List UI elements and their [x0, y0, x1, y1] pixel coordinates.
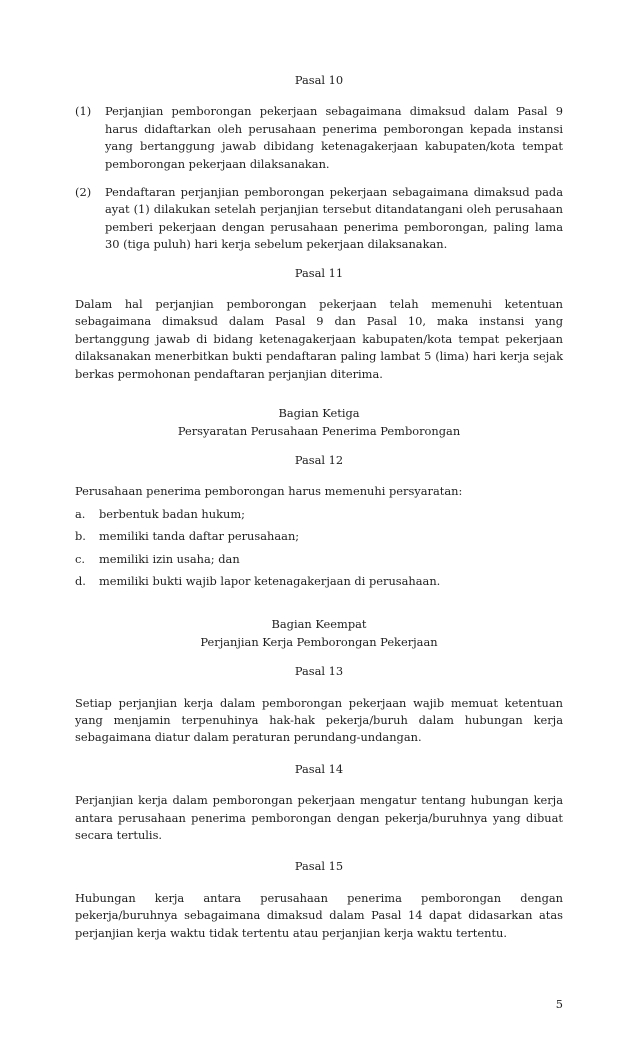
page-number: 5	[555, 997, 563, 1011]
pasal-11-title: Pasal 11	[294, 265, 344, 280]
bagian-keempat-subtitle: Perjanjian Kerja Pemborongan Pekerjaan	[200, 634, 438, 649]
pasal-11-text: Dalam hal perjanjian pemborongan pekerjaan telah memenuhi ketentuan sebagaimana dimaksud dalam Pasal 9 dan Pasal 10, maka instansi yang bertanggung jawab di bidang ketenagakerjaan kabupaten/kota tempat pekerjaan dilaksanakan menerbitkan bukti pendaftaran paling lambat 5 (lima) hari kerja sejak berkas permohonan pendaftaran perjanjian diterima.	[75, 297, 563, 381]
pasal-13-title: Pasal 13	[294, 664, 344, 679]
pasal-14-title: Pasal 14	[294, 761, 344, 776]
pasal-13-text: Setiap perjanjian kerja dalam pemborongan pekerjaan wajib memuat ketentuan yang menjamin terpenuhinya hak-hak pekerja/buruh dalam hubungan kerja sebagaimana diatur dalam peraturan perundang-undangan.	[75, 695, 563, 745]
pasal-15-text: Hubungan kerja antara perusahaan penerima pemborongan dengan pekerja/buruhnya sebagaimana dimaksud dalam Pasal 14 dapat didasarkan atas perjanjian kerja waktu tidak tertentu atau perjanjian kerja waktu tertentu.	[75, 890, 563, 940]
list-text: berbentuk badan hukum;	[99, 506, 245, 521]
bagian-ketiga-subtitle: Persyaratan Perusahaan Penerima Pemborongan	[177, 423, 461, 438]
document-body	[75, 72, 563, 953]
list-text: memiliki izin usaha; dan	[99, 551, 240, 566]
ayat-number: (2)	[75, 185, 92, 200]
pasal-10-title: Pasal 10	[294, 73, 344, 87]
list-marker: b.	[75, 529, 86, 544]
pasal-10-ayat-1	[75, 103, 563, 173]
list-marker: d.	[75, 573, 86, 588]
bagian-keempat-title: Bagian Keempat	[271, 617, 367, 632]
pasal-12-title: Pasal 12	[294, 452, 344, 467]
pasal-15-title: Pasal 15	[294, 859, 344, 874]
list-item	[75, 551, 563, 568]
list-item	[75, 528, 563, 545]
pasal-10-ayat-2	[75, 184, 563, 254]
pasal-12-intro: Perusahaan penerima pemborongan harus memenuhi persyaratan:	[75, 484, 463, 499]
list-marker: c.	[75, 551, 86, 566]
pasal-14-text: Perjanjian kerja dalam pemborongan pekerjaan mengatur tentang hubungan kerja antara perusahaan penerima pemborongan dengan pekerja/buruhnya yang dibuat secara tertulis.	[75, 793, 563, 842]
list-text: memiliki bukti wajib lapor ketenagakerjaan di perusahaan.	[99, 573, 441, 588]
bagian-ketiga-title: Bagian Ketiga	[278, 406, 360, 421]
list-marker: a.	[75, 506, 86, 521]
list-item	[75, 506, 563, 523]
list-text: memiliki tanda daftar perusahaan;	[99, 529, 300, 544]
list-item	[75, 573, 563, 590]
ayat-text: Pendaftaran perjanjian pemborongan pekerjaan sebagaimana dimaksud pada ayat (1) dilakukan setelah perjanjian tersebut ditandatangani oleh perusahaan pemberi pekerjaan dengan perusahaan penerima pemborongan, paling lama 30 (tiga puluh) hari kerja sebelum pekerjaan dilaksanakan.	[105, 185, 563, 252]
ayat-text: Perjanjian pemborongan pekerjaan sebagaimana dimaksud dalam Pasal 9 harus didaftarkan oleh perusahaan penerima pemborongan kepada instansi yang bertanggung jawab dibidang ketenagakerjaan kabupaten/kota tempat pemborongan pekerjaan dilaksanakan.	[105, 104, 563, 171]
ayat-number: (1)	[75, 104, 92, 119]
